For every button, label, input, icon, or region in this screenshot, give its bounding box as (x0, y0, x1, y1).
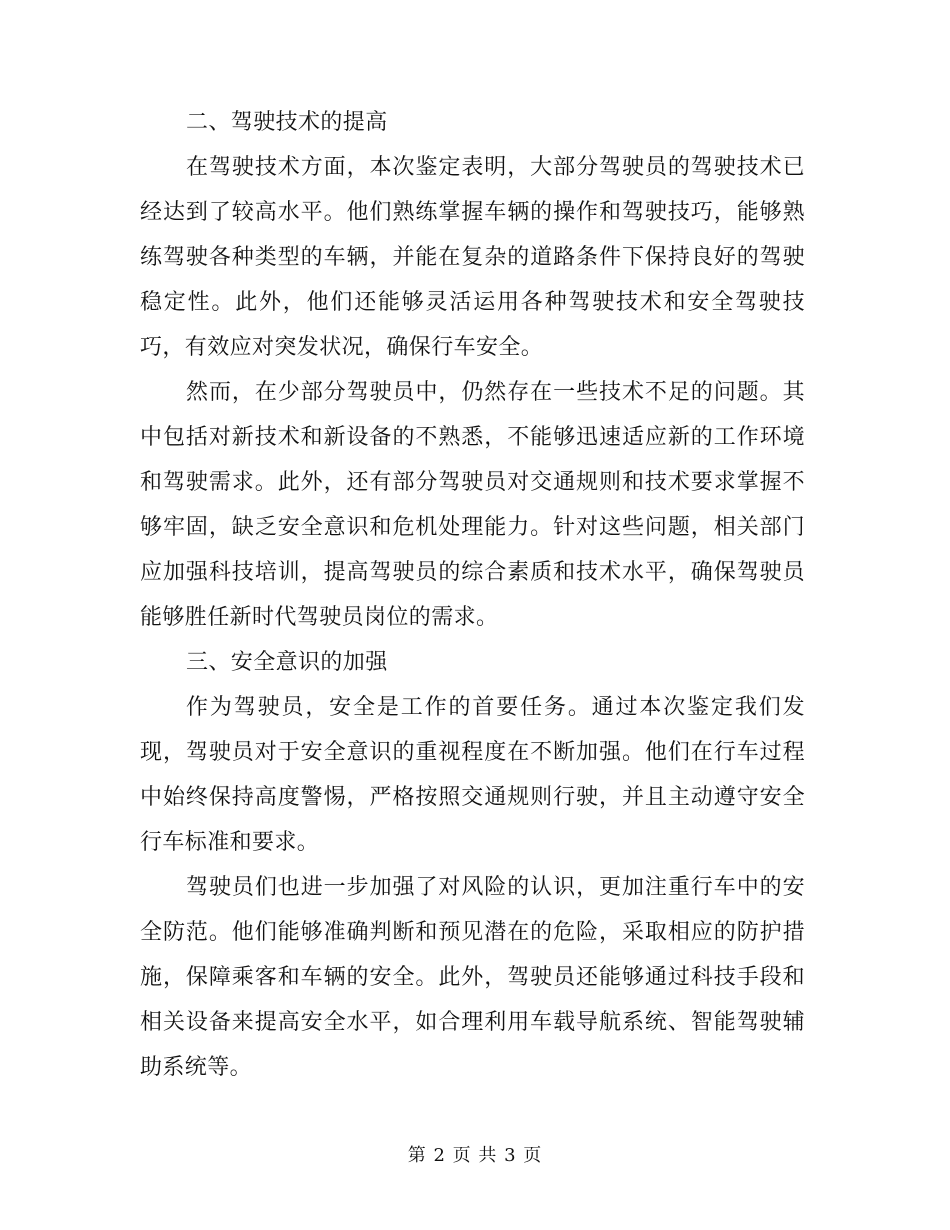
paragraph-risk-awareness: 驾驶员们也进一步加强了对风险的认识，更加注重行车中的安全防范。他们能够准确判断和预见潜在的危险，采取相应的防护措施，保障乘客和车辆的安全。此外，驾驶员还能够通过科技手段和相关设备来提高安全水平，如合理利用车载导航系统、智能驾驶辅助系统等。 (140, 875, 805, 1080)
document-body (140, 100, 805, 1090)
section-heading-driving-skills: 二、驾驶技术的提高 (186, 110, 388, 135)
paragraph-driving-skills-level: 在驾驶技术方面，本次鉴定表明，大部分驾驶员的驾驶技术已经达到了较高水平。他们熟练掌握车辆的操作和驾驶技巧，能够熟练驾驶各种类型的车辆，并能在复杂的道路条件下保持良好的驾驶稳定性。此外，他们还能够灵活运用各种驾驶技术和安全驾驶技巧，有效应对突发状况，确保行车安全。 (140, 155, 805, 360)
page-number-footer: 第 2 页 共 3 页 (407, 1145, 543, 1166)
paragraph-driving-skills-issues: 然而，在少部分驾驶员中，仍然存在一些技术不足的问题。其中包括对新技术和新设备的不熟悉，不能够迅速适应新的工作环境和驾驶需求。此外，还有部分驾驶员对交通规则和技术要求掌握不够牢固，缺乏安全意识和危机处理能力。针对这些问题，相关部门应加强科技培训，提高驾驶员的综合素质和技术水平，确保驾驶员能够胜任新时代驾驶员岗位的需求。 (140, 380, 805, 630)
section-heading-safety-awareness: 三、安全意识的加强 (186, 650, 388, 675)
paragraph-safety-priority: 作为驾驶员，安全是工作的首要任务。通过本次鉴定我们发现，驾驶员对于安全意识的重视程度在不断加强。他们在行车过程中始终保持高度警惕，严格按照交通规则行驶，并且主动遵守安全行车标准和要求。 (140, 695, 805, 855)
